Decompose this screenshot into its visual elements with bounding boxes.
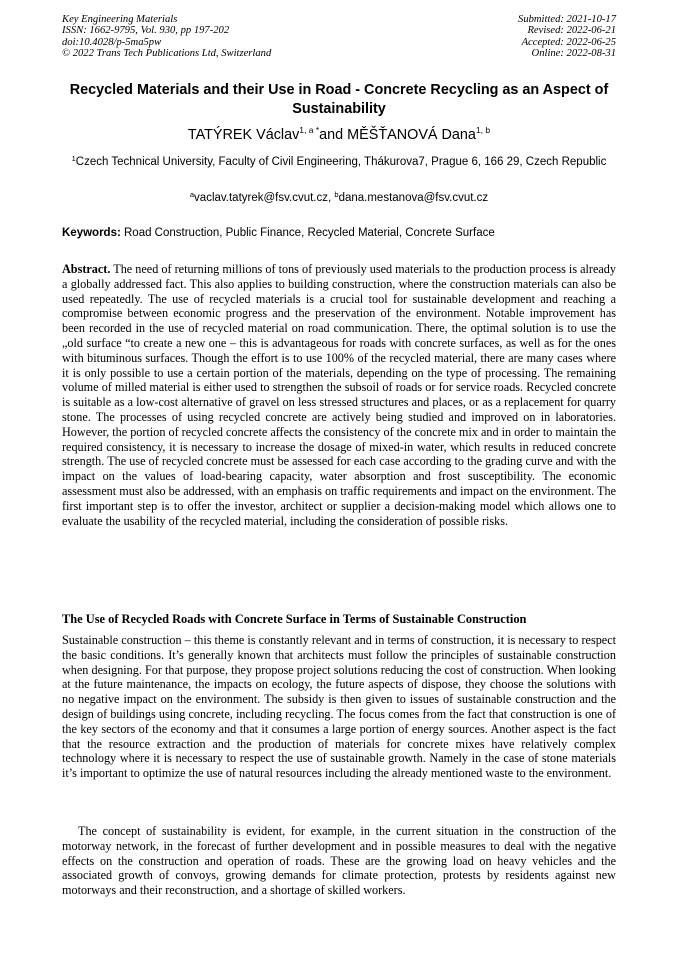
affiliation-text: Czech Technical University, Faculty of Civil Engineering, Thákurova7, Prague 6, 166 29, Czech Republic <box>75 156 607 168</box>
online-date: Online: 2022-08-31 <box>531 48 616 60</box>
email-b[interactable]: dana.mestanova@fsv.cvut.cz <box>338 192 489 204</box>
section-heading: The Use of Recycled Roads with Concrete Surface in Terms of Sustainable Construction <box>62 612 527 626</box>
doi-line[interactable]: doi:10.4028/p-5ma5pw <box>62 36 162 48</box>
body-paragraph-2: The concept of sustainability is evident, for example, in the current situation in the construction of the motorway network, in the forecast of further development and in possible measures to deal with the negative effects on the construction and operation of roads. These are the growing load on heavy vehicles and the associated growth of convoys, growing demands for climate protection, protests by residents against new motorways and their reconstruction, and a shortage of skilled workers. <box>62 824 616 898</box>
abstract <box>62 262 616 528</box>
journal-name: Key Engineering Materials <box>62 14 178 25</box>
revised-date: Revised: 2022-06-21 <box>527 25 616 37</box>
author-connector: and <box>319 127 344 143</box>
paper-title: Recycled Materials and their Use in Road - Concrete Recycling as an Aspect of Sustainability <box>69 82 609 117</box>
keywords-label: Keywords: <box>62 227 121 239</box>
author-line <box>62 126 616 145</box>
abstract-text: The need of returning millions of tons of previously used materials to the production process is already a globally addressed fact. This also applies to building construction, where the construction materials can also be used repeatedly. The use of recycled materials is a crucial tool for sustainable development and reaching a compromise between economic progress and the preservation of the environment. Notable improvement has been recorded in the use of recycled material on road communication. There, the optimal solution is to use the „old surface “to create a new one – this is advantageous for roads with concrete surfaces, as well as for the ones with bituminous surfaces. Though the effort is to use 100% of the recycled material, there are many cases where it is only possible to use a certain portion of the materials, depending on the type of processing. The remaining volume of milled material is either used to strengthen the subsoil of roads or for service roads. Recycled concrete is suitable as a low-cost alternative of gravel on less stressed structures and places, or as a replacement for quarry stone. The processes of using recycled concrete are actively being studied and improved on in laboratories. However, the portion of recycled concrete affects the consistency of the concrete mix and in order to maintain the required consistency, it is necessary to increase the dosage of mixed-in water, which results in reduced concrete strength. The use of recycled concrete must be assessed for each case according to the grading curve and with the impact on the values of load-bearing capacity, water absorption and frost susceptibility. The economic assessment must also be addressed, with an emphasis on traffic requirements and impact on the environment. The first important step is to offer the investor, architect or supplier a decision-making model which allows one to evaluate the usability of the recycled material, including the consideration of possible risks. <box>62 262 616 528</box>
abstract-label: Abstract. <box>62 262 111 276</box>
author-1: TATÝREK Václav <box>187 127 300 143</box>
author-2-affiliation-mark: 1, b <box>475 125 491 135</box>
author-1-affiliation-mark: 1, a * <box>299 125 320 135</box>
body-paragraph-1: Sustainable construction – this theme is constantly relevant and in terms of construction, it is necessary to respect the basic conditions. It’s generally known that architects must follow the principles of sustainable construction when designing. For that purpose, they propose project solutions reducing the cost of construction. When looking at the future maintenance, the impacts on ecology, the future aspects of dispose, they choose the solutions with no negative impact on the environment. The subsidy is then given to issues of sustainable construction and the design of buildings using concrete, including recycling. The focus comes from the fact that construction is one of the key sectors of the economy and that it consumes a large portion of energy sources. Another aspect is the fact that the resource extraction and the production of materials for concrete mixes have relatively complex technology where it is necessary to respect the use of sustainable growth. Namely in the case of stone materials it’s important to optimize the use of natural resources including the already mentioned waste to the environment. <box>62 633 616 781</box>
publication-dates <box>356 14 616 60</box>
author-2: MĚŠŤANOVÁ Dana <box>347 127 476 143</box>
affiliation <box>62 155 616 170</box>
email-a[interactable]: vaclav.tatyrek@fsv.cvut.cz, <box>194 192 332 204</box>
accepted-date: Accepted: 2022-06-25 <box>521 36 616 48</box>
submitted-date: Submitted: 2021-10-17 <box>518 14 616 25</box>
issn-line: ISSN: 1662-9795, Vol. 930, pp 197-202 <box>62 25 230 37</box>
keywords <box>62 226 616 241</box>
affiliation-mark: 1 <box>71 154 76 163</box>
email-a-mark: a <box>189 190 195 199</box>
keywords-text: Road Construction, Public Finance, Recycled Material, Concrete Surface <box>124 227 495 239</box>
email-line <box>62 191 616 206</box>
email-b-mark: b <box>334 190 339 199</box>
journal-info <box>62 14 362 60</box>
copyright-line: © 2022 Trans Tech Publications Ltd, Switzerland <box>62 48 272 60</box>
